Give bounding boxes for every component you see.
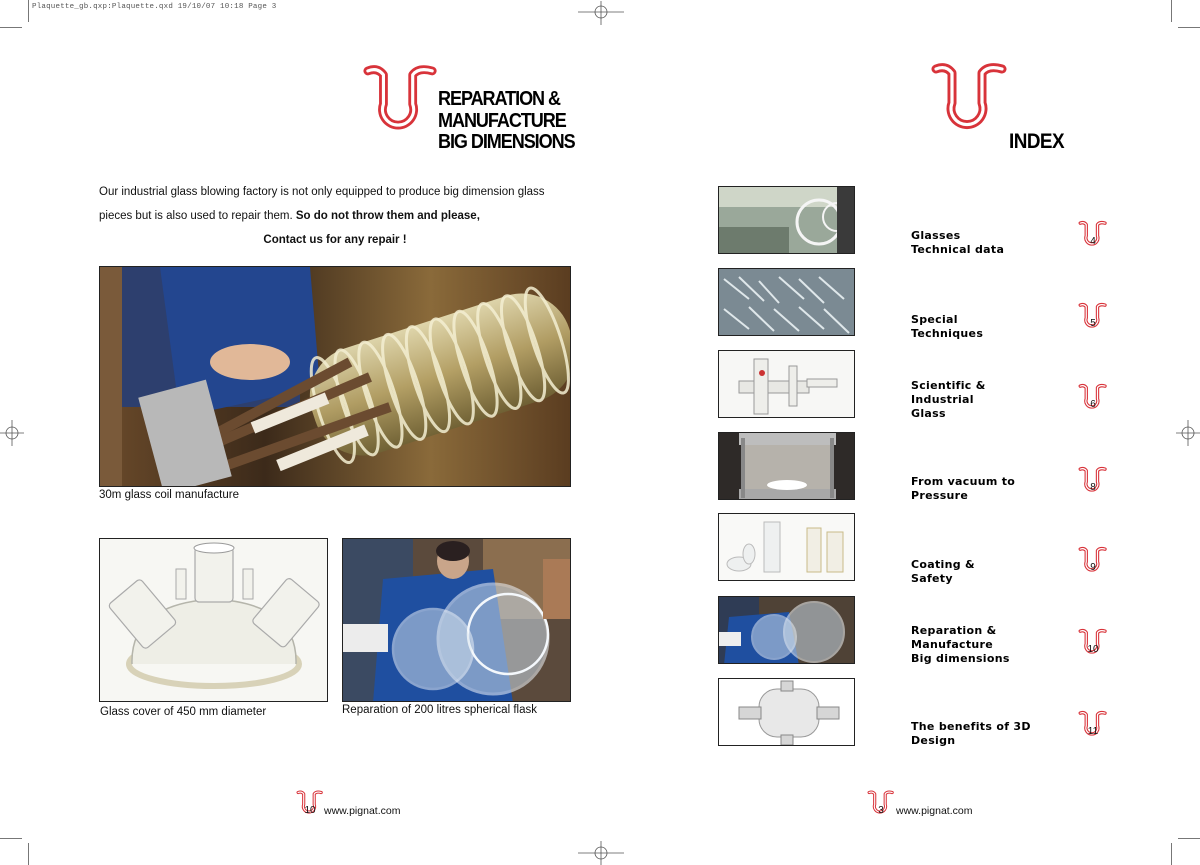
index-page-number: 10	[1087, 644, 1099, 655]
pignat-logo	[930, 60, 1010, 152]
website-link[interactable]: www.pignat.com	[896, 805, 973, 817]
index-entry-3d-design[interactable]: The benefits of 3D Design	[911, 720, 1031, 747]
glass-coil-photo	[99, 266, 571, 487]
index-thumb-techniques	[718, 268, 855, 336]
index-entry-techniques[interactable]: Special Techniques	[911, 313, 984, 340]
registration-mark-icon	[578, 841, 624, 865]
page-number: 3	[878, 805, 884, 816]
index-page-number: 9	[1090, 562, 1096, 573]
index-page-number: 4	[1090, 236, 1096, 247]
cover-caption: Glass cover of 450 mm diameter	[100, 706, 267, 718]
flask-caption: Reparation of 200 litres spherical flask	[342, 704, 537, 716]
index-entry-coating[interactable]: Coating & Safety	[911, 558, 975, 585]
index-thumb-3d-design	[718, 678, 855, 746]
index-page-number: 6	[1090, 399, 1096, 410]
index-page-badge	[1078, 220, 1108, 254]
intro-line: Our industrial glass blowing factory is not only equipped to produce big dimension glass	[99, 186, 545, 198]
index-page-badge	[1078, 383, 1108, 417]
intro-line: pieces but is also used to repair them. So do not throw them and please,	[99, 210, 480, 222]
print-header: Plaquette_gb.qxp:Plaquette.qxd 19/10/07 10:18 Page 3	[32, 3, 277, 11]
title-line: MANUFACTURE	[438, 108, 566, 132]
website-link[interactable]: www.pignat.com	[324, 805, 401, 817]
index-page-number: 8	[1090, 482, 1096, 493]
index-page-badge	[1078, 546, 1108, 580]
registration-mark-icon	[578, 1, 624, 25]
index-entry-reparation[interactable]: Reparation & Manufacture Big dimensions	[911, 624, 1010, 665]
index-page-badge	[1078, 302, 1108, 336]
contact-callout: Contact us for any repair !	[263, 234, 407, 246]
index-thumb-glasses	[718, 186, 855, 254]
index-page-badge	[1078, 628, 1108, 662]
registration-mark-icon	[0, 420, 24, 446]
index-entry-glasses[interactable]: Glasses Technical data	[911, 229, 1005, 256]
page-title	[438, 88, 575, 153]
index-thumb-reparation	[718, 596, 855, 664]
glass-cover-photo	[99, 538, 328, 702]
coil-caption: 30m glass coil manufacture	[99, 489, 239, 501]
index-entry-scientific[interactable]: Scientific & Industrial Glass	[911, 379, 986, 420]
index-page-badge	[1078, 466, 1108, 500]
registration-mark-icon	[1176, 420, 1200, 446]
pignat-logo	[362, 62, 440, 152]
intro-text	[99, 180, 571, 252]
flask-repair-photo	[342, 538, 571, 702]
index-page-number: 5	[1090, 318, 1096, 329]
title-line: REPARATION &	[438, 87, 560, 110]
title-line: BIG DIMENSIONS	[438, 130, 575, 153]
index-thumb-vacuum	[718, 432, 855, 500]
index-entry-vacuum[interactable]: From vacuum to Pressure	[911, 475, 1016, 502]
page-number: 10	[304, 805, 316, 816]
index-thumb-scientific	[718, 350, 855, 418]
index-thumb-coating	[718, 513, 855, 581]
index-page-number: 11	[1087, 726, 1099, 737]
index-title: INDEX	[1009, 130, 1065, 153]
index-page-badge	[1078, 710, 1108, 744]
